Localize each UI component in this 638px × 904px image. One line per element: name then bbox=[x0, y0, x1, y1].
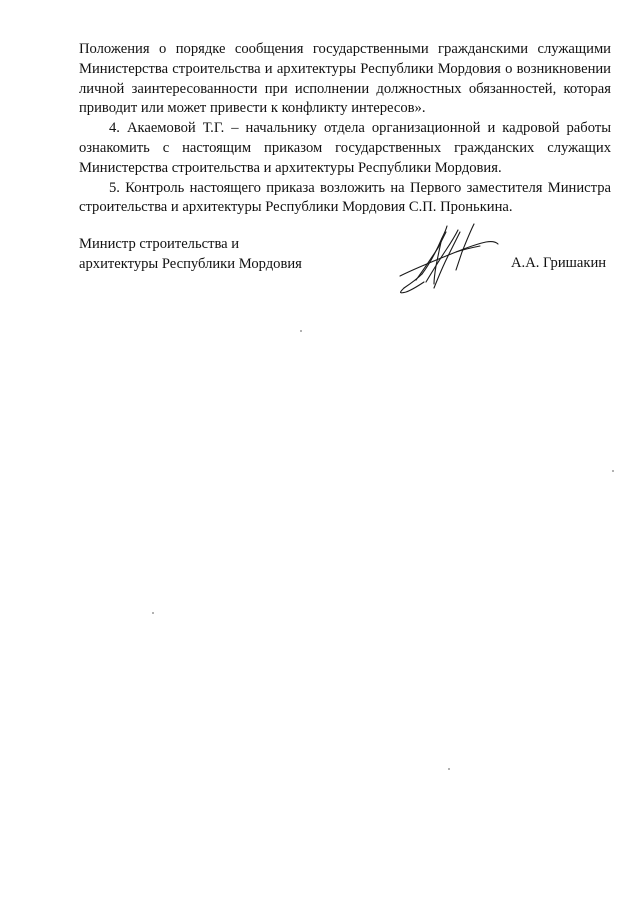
document-body bbox=[79, 40, 611, 218]
scan-speck bbox=[612, 470, 614, 472]
scan-speck bbox=[448, 768, 450, 770]
signatory-position-line-2: архитектуры Республики Мордовия bbox=[79, 255, 302, 272]
signatory-position-line-1: Министр строительства и bbox=[79, 236, 240, 252]
paragraph-item-4: 4. Акаемовой Т.Г. – начальнику отдела организационной и кадровой работы ознакомить с настоящим приказом государственных гражданских служащих Министерства строительства и архитектуры Республики Мордовия. bbox=[79, 120, 611, 176]
handwritten-signature bbox=[396, 222, 502, 296]
signatory-name: А.А. Гришакин bbox=[511, 255, 607, 271]
paragraph-item-5: 5. Контроль настоящего приказа возложить на Первого заместителя Министра строительства и архитектуры Республики Мордовия С.П. Пронькина. bbox=[79, 179, 611, 216]
signatory-position bbox=[79, 235, 379, 275]
paragraph-regulation-title: Положения о порядке сообщения государственными гражданскими служащими Министерства строительства и архитектуры Республики Мордовия о возникновении личной заинтересованности при исполнении должностных обязанностей, которая приводит или может привести к конфликту интересов». bbox=[79, 41, 611, 117]
scan-speck bbox=[300, 330, 302, 332]
scan-speck bbox=[152, 612, 154, 614]
